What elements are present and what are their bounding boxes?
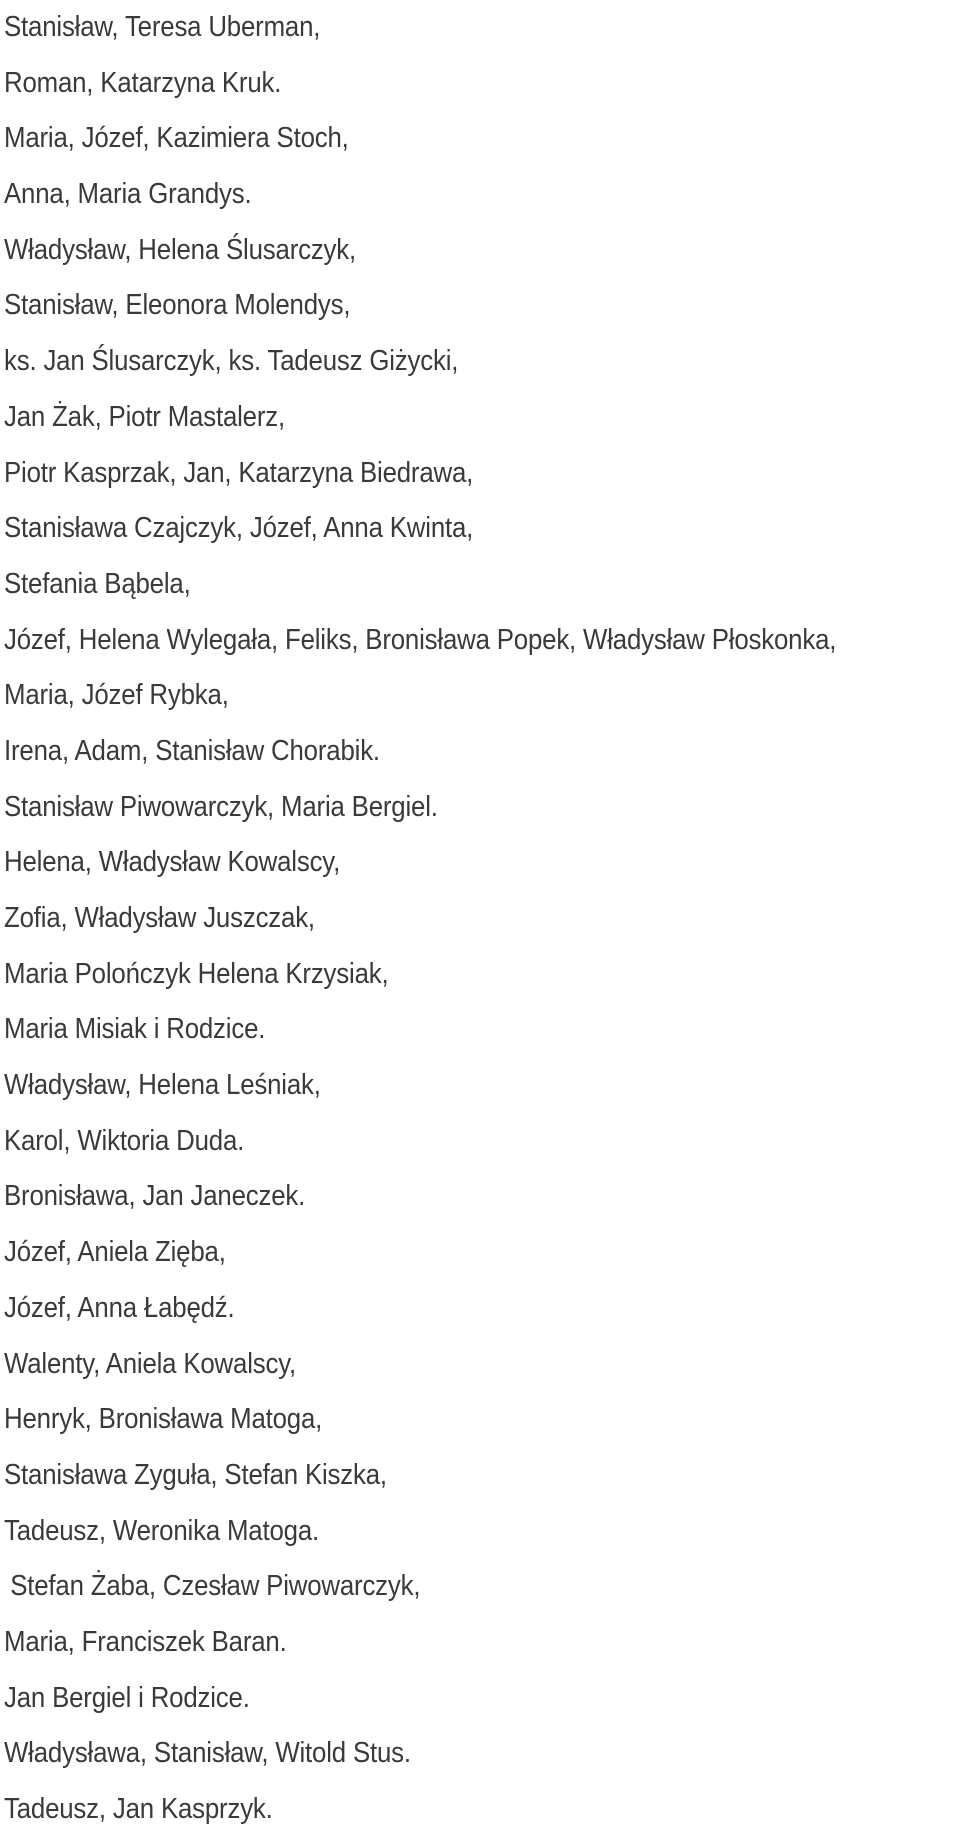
list-item: Tadeusz, Jan Kasprzyk.: [4, 1793, 273, 1825]
list-item: Piotr Kasprzak, Jan, Katarzyna Biedrawa,: [4, 456, 474, 489]
list-item: Maria Misiak i Rodzice.: [4, 1013, 266, 1046]
list-item: Karol, Wiktoria Duda.: [4, 1124, 245, 1157]
list-item: Stanisława Czajczyk, Józef, Anna Kwinta,: [4, 512, 474, 545]
list-item: Stefania Bąbela,: [4, 567, 191, 600]
list-item: Władysława, Stanisław, Witold Stus.: [4, 1737, 411, 1770]
list-item: ks. Jan Ślusarczyk, ks. Tadeusz Giżycki,: [4, 345, 459, 378]
list-item: Władysław, Helena Leśniak,: [4, 1069, 321, 1102]
names-list: [4, 0, 954, 1838]
list-item: Stanisław, Teresa Uberman,: [4, 11, 321, 43]
list-item: Stefan Żaba, Czesław Piwowarczyk,: [10, 1570, 421, 1603]
list-item: Maria, Józef, Kazimiera Stoch,: [4, 122, 349, 155]
list-item: Józef, Helena Wylegała, Feliks, Bronisława Popek, Władysław Płoskonka,: [4, 623, 837, 656]
list-item: Irena, Adam, Stanisław Chorabik.: [4, 734, 380, 767]
list-item: Stanisław, Eleonora Molendys,: [4, 289, 351, 322]
list-item: Stanisława Zyguła, Stefan Kiszka,: [4, 1458, 387, 1491]
list-item: Maria, Franciszek Baran.: [4, 1625, 287, 1658]
list-item: Walenty, Aniela Kowalscy,: [4, 1347, 297, 1380]
list-item: Maria, Józef Rybka,: [4, 679, 229, 712]
list-item: Władysław, Helena Ślusarczyk,: [4, 233, 357, 266]
list-item: Jan Żak, Piotr Mastalerz,: [4, 400, 285, 433]
list-item: Zofia, Władysław Juszczak,: [4, 902, 315, 934]
list-item: Helena, Władysław Kowalscy,: [4, 846, 341, 879]
list-item: Anna, Maria Grandys.: [4, 178, 252, 211]
list-item: Henryk, Bronisława Matoga,: [4, 1403, 323, 1436]
list-item: Stanisław Piwowarczyk, Maria Bergiel.: [4, 790, 438, 823]
list-item: Tadeusz, Weronika Matoga.: [4, 1514, 320, 1547]
list-item: Józef, Anna Łabędź.: [4, 1291, 235, 1324]
list-item: Józef, Aniela Zięba,: [4, 1236, 226, 1269]
document-page: [4, 0, 954, 1837]
list-item: Maria Polończyk Helena Krzysiak,: [4, 957, 389, 990]
list-item: Bronisława, Jan Janeczek.: [4, 1180, 306, 1213]
list-item: Jan Bergiel i Rodzice.: [4, 1681, 250, 1714]
list-item: Roman, Katarzyna Kruk.: [4, 66, 282, 99]
